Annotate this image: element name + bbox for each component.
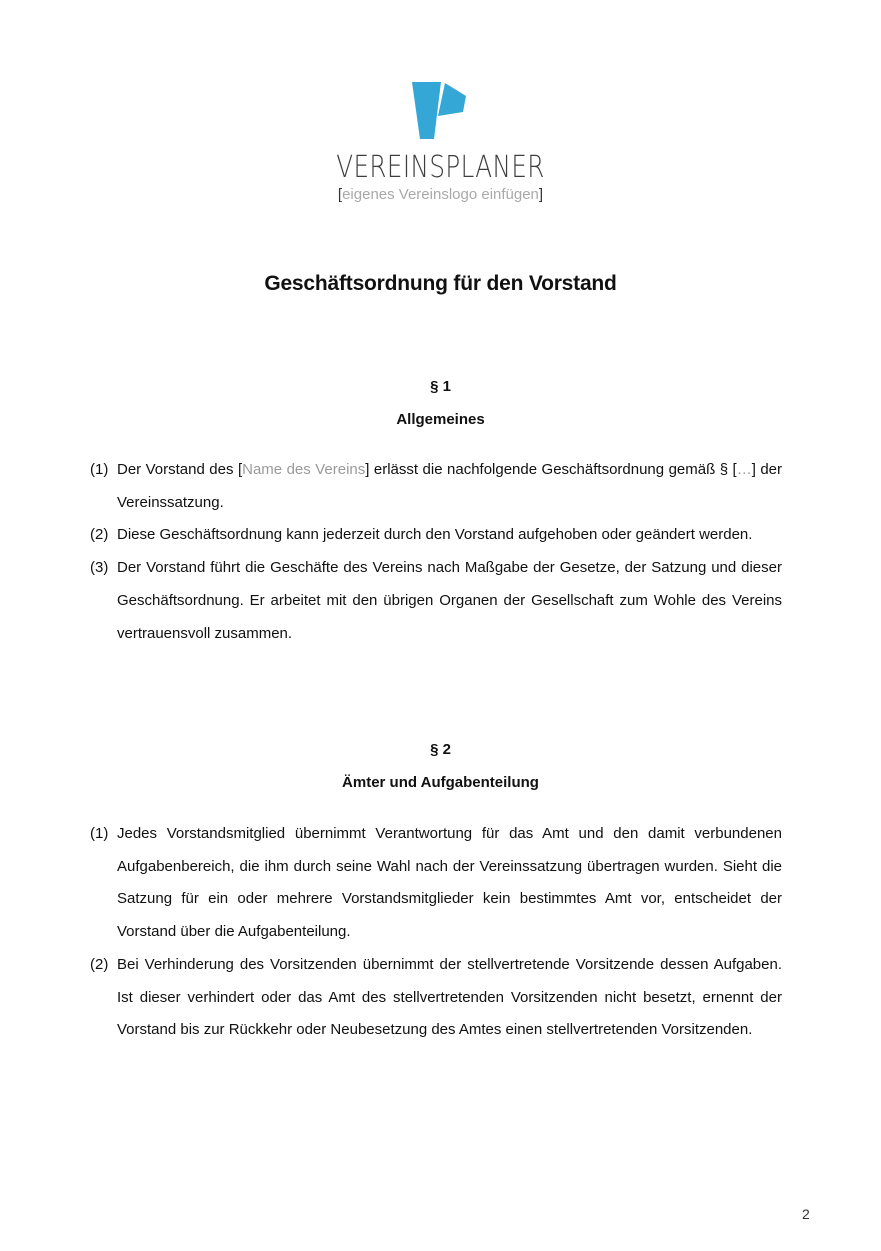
list-item: (1) Jedes Vorstandsmitglied übernimmt Verantwortung für das Amt und den damit verbundenen Aufgabenbereich, die ihm durch seine Wahl nach der Vereinssatzung übertragen wurden. Sieht die Satzung für ein oder mehrere Vorstandsmitglieder kein bestimmtes Amt vor, entscheidet der Vorstand über die Aufgabenteilung. xyxy=(90,825,782,941)
logo xyxy=(0,82,881,203)
vereinsplaner-logo-icon xyxy=(410,82,472,140)
brand-name: VEREINSPLANER xyxy=(336,150,545,185)
section-2-number: § 2 xyxy=(430,741,451,758)
section-1-number: § 1 xyxy=(430,378,451,395)
list-item: (2) Bei Verhinderung des Vorsitzenden übernimmt der stellvertretende Vorsitzende dessen Aufgaben. Ist dieser verhindert oder das Amt des stellvertretenden Vorsitzenden nicht besetzt, ernennt der Vorstand bis zur Rückkehr oder Neubesetzung des Amtes einen stellvertretenden Vorsitzenden. xyxy=(90,955,782,1039)
list-item: (2) Diese Geschäftsordnung kann jederzeit durch den Vorstand aufgehoben oder geändert werden. xyxy=(90,526,753,544)
section-1-list xyxy=(90,454,782,650)
section-2-list xyxy=(90,818,782,1047)
section-2-heading: Ämter und Aufgabenteilung xyxy=(342,774,539,791)
page-number: 2 xyxy=(802,1206,810,1222)
placeholder-club-name: Name des Vereins xyxy=(242,461,366,478)
logo-placeholder-note: [eigenes Vereinslogo einfügen] xyxy=(337,186,544,203)
list-item: (1) Der Vorstand des [Name des Vereins] erlässt die nachfolgende Geschäftsordnung gemäß § […] der Vereinssatzung. xyxy=(90,461,783,511)
document-title: Geschäftsordnung für den Vorstand xyxy=(264,272,617,295)
list-item: (3) Der Vorstand führt die Geschäfte des Vereins nach Maßgabe der Gesetze, der Satzung und dieser Geschäftsordnung. Er arbeitet mit den übrigen Organen der Gesellschaft zum Wohle des Vereins vertrauensvoll zusammen. xyxy=(90,559,782,642)
placeholder-paragraph: … xyxy=(736,461,752,478)
section-1-heading: Allgemeines xyxy=(396,411,485,428)
